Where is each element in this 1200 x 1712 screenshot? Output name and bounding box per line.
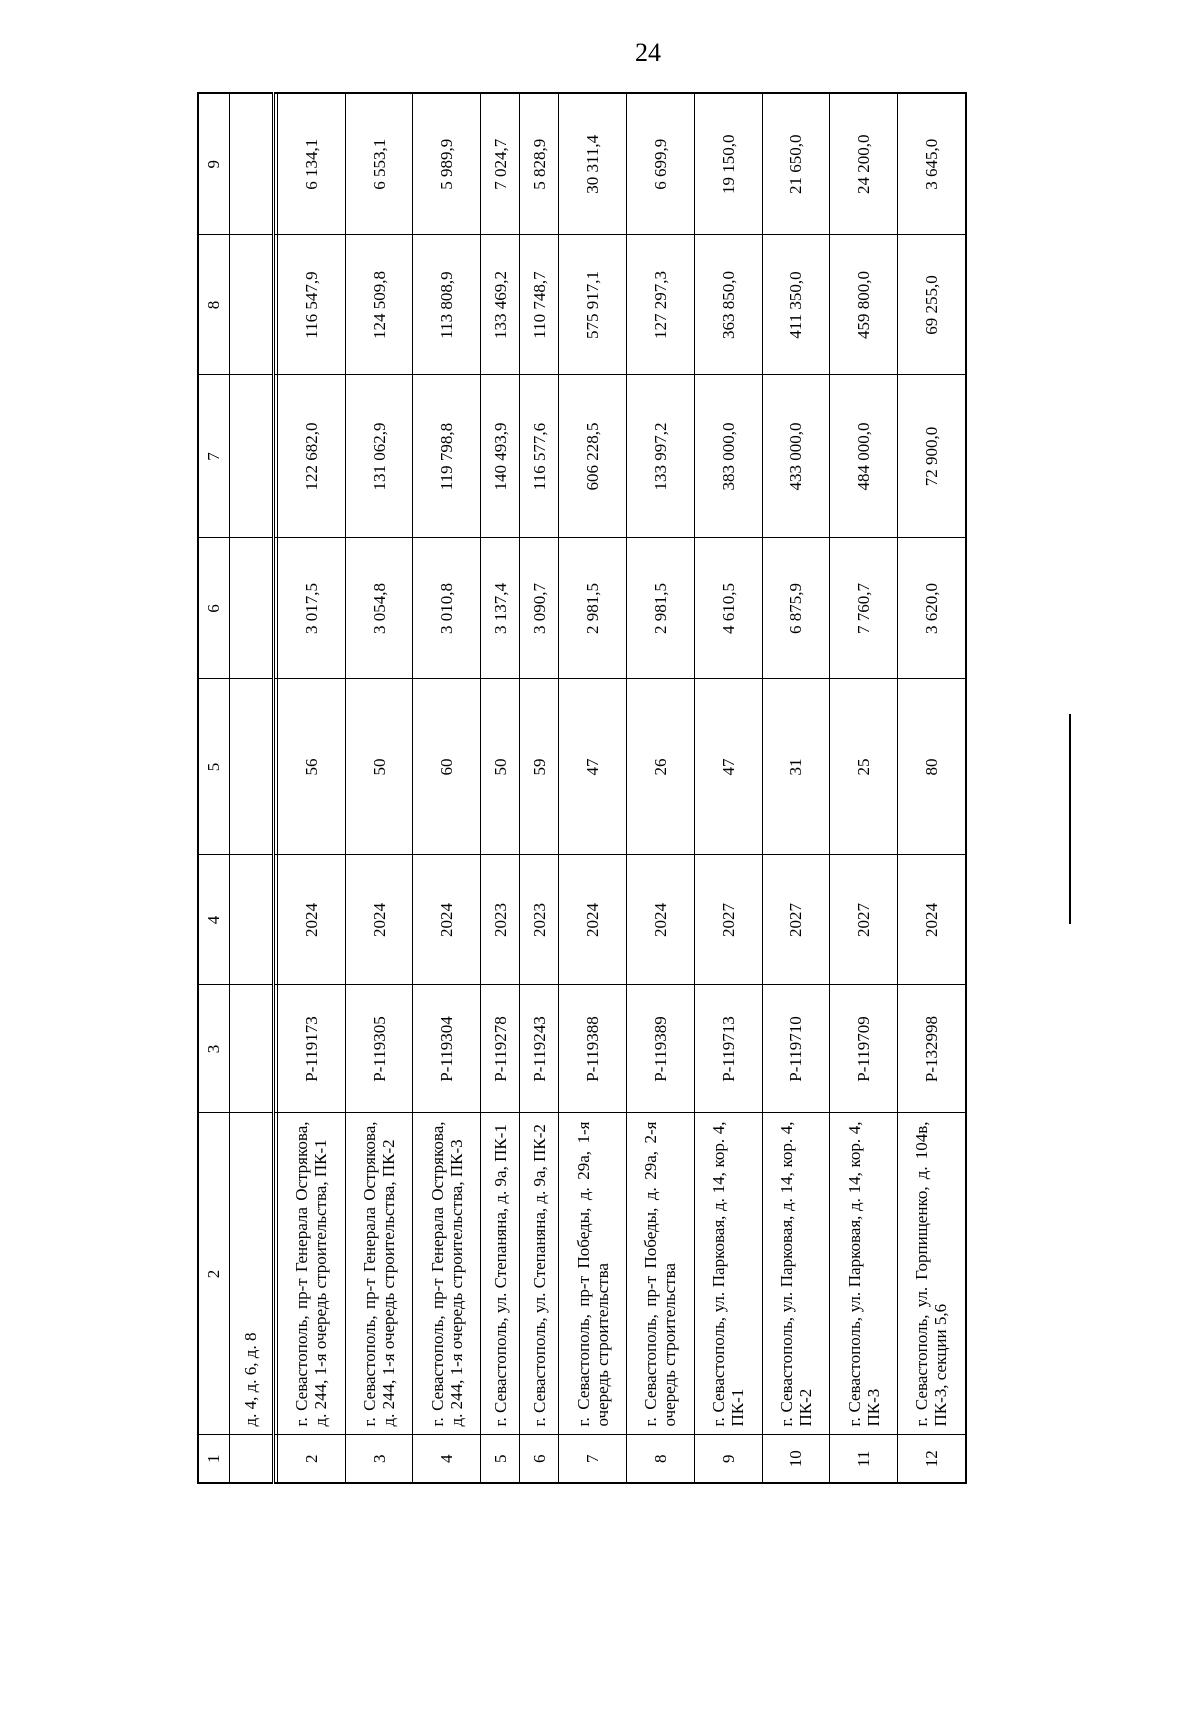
table-cell-col3: Р-119389 [627,985,695,1113]
table-cell-col2: г. Севастополь, пр-т Генерала Острякова, д. 244, 1-я очередь строительства, ПК-1 [278,1113,346,1435]
table-cell-col5: 47 [694,679,762,855]
header-row [198,93,230,1483]
table-cell-col3: Р-119709 [830,985,898,1113]
table-cell-col9: 3 645,0 [897,93,966,235]
table-cell-col7: 484 000,0 [830,375,898,538]
table-cell-col6 [230,538,274,679]
table-cell-col8: 127 297,3 [627,235,695,375]
table-cell-col4: 2024 [627,855,695,985]
table-cell-col7: 116 577,6 [520,375,559,538]
table-cell-col6: 3 090,7 [520,538,559,679]
table-cell-col7: 7 [198,375,230,538]
table-cell-col8: 69 255,0 [897,235,966,375]
table-cell-col4: 2027 [694,855,762,985]
table-cell-col4: 2024 [278,855,346,985]
table-cell-col9: 5 989,9 [413,93,481,235]
table-row [897,93,966,1483]
table-cell-col7: 122 682,0 [278,375,346,538]
table-cell-col4: 2024 [897,855,966,985]
table-cell-col5: 31 [762,679,830,855]
table-cell-col3: 3 [198,985,230,1113]
table-cell-col1: 4 [413,1435,481,1483]
table-cell-col5: 50 [481,679,520,855]
table-row [694,93,762,1483]
table-row [762,93,830,1483]
table-cell-col4: 2024 [345,855,413,985]
table-cell-col5: 60 [413,679,481,855]
table-cell-col5: 26 [627,679,695,855]
table-cell-col2: г. Севастополь, пр-т Генерала Острякова, д. 244, 1-я очередь строительства, ПК-3 [413,1113,481,1435]
table-row [481,93,520,1483]
table-cell-col3: Р-119173 [278,985,346,1113]
table-cell-col8 [230,235,274,375]
data-table [197,92,967,1484]
table-cell-col2: г. Севастополь, пр-т Победы, д. 29а, 2-я очередь строительства [627,1113,695,1435]
table-cell-col7: 131 062,9 [345,375,413,538]
table-cell-col2: д. 4, д. 6, д. 8 [230,1113,274,1435]
table-body [198,93,966,1483]
table-cell-col1: 12 [897,1435,966,1483]
table-container [197,94,967,1484]
table-cell-col9: 21 650,0 [762,93,830,235]
table-cell-col3: Р-119278 [481,985,520,1113]
page-number: 24 [635,38,661,67]
table-cell-col3 [230,985,274,1113]
table-cell-col9: 9 [198,93,230,235]
table-cell-col7: 606 228,5 [559,375,627,538]
table-cell-col8: 124 509,8 [345,235,413,375]
table-cell-col1: 6 [520,1435,559,1483]
table-cell-col9: 24 200,0 [830,93,898,235]
table-cell-col3: Р-119388 [559,985,627,1113]
table-cell-col4: 2027 [762,855,830,985]
table-cell-col7: 383 000,0 [694,375,762,538]
table-cell-col1: 5 [481,1435,520,1483]
table-cell-col3: Р-132998 [897,985,966,1113]
table-cell-col6: 2 981,5 [627,538,695,679]
table-cell-col5: 59 [520,679,559,855]
table-cell-col4: 2023 [481,855,520,985]
table-cell-col1: 2 [278,1435,346,1483]
table-cell-col4: 4 [198,855,230,985]
table-cell-col8: 113 808,9 [413,235,481,375]
table-cell-col8: 411 350,0 [762,235,830,375]
table-cell-col1: 3 [345,1435,413,1483]
table-cell-col9: 7 024,7 [481,93,520,235]
table-cell-col5: 47 [559,679,627,855]
table-cell-col6: 2 981,5 [559,538,627,679]
table-cell-col2: г. Севастополь, ул. Парковая, д. 14, кор. 4, ПК-1 [694,1113,762,1435]
table-row [830,93,898,1483]
table-cell-col8: 8 [198,235,230,375]
table-cell-col9 [230,93,274,235]
table-cell-col1: 9 [694,1435,762,1483]
table-cell-col1: 11 [830,1435,898,1483]
table-cell-col8: 110 748,7 [520,235,559,375]
table-cell-col7: 433 000,0 [762,375,830,538]
table-cell-col8: 133 469,2 [481,235,520,375]
table-cell-col3: Р-119710 [762,985,830,1113]
margin-rule [1069,714,1071,924]
table-cell-col1: 7 [559,1435,627,1483]
table-cell-col4: 2024 [559,855,627,985]
table-cell-col8: 363 850,0 [694,235,762,375]
table-cell-col6: 3 010,8 [413,538,481,679]
table-cell-col2: 2 [198,1113,230,1435]
table-cell-col4: 2024 [413,855,481,985]
table-row [520,93,559,1483]
table-cell-col1: 8 [627,1435,695,1483]
table-cell-col7: 140 493,9 [481,375,520,538]
table-cell-col2: г. Севастополь, ул. Горпищенко, д. 104в, ПК-3, секции 5,6 [897,1113,966,1435]
table-cell-col9: 5 828,9 [520,93,559,235]
table-cell-col4: 2023 [520,855,559,985]
table-cell-col5: 80 [897,679,966,855]
table-cell-col3: Р-119305 [345,985,413,1113]
table-cell-col2: г. Севастополь, ул. Парковая, д. 14, кор. 4, ПК-2 [762,1113,830,1435]
table-cell-col6: 3 017,5 [278,538,346,679]
table-cell-col9: 30 311,4 [559,93,627,235]
table-cell-col6: 6 [198,538,230,679]
table-row [627,93,695,1483]
table-cell-col6: 3 054,8 [345,538,413,679]
table-cell-col1 [230,1435,274,1483]
table-cell-col8: 459 800,0 [830,235,898,375]
table-cell-col7: 133 997,2 [627,375,695,538]
table-cell-col8: 116 547,9 [278,235,346,375]
table-cell-col6: 3 620,0 [897,538,966,679]
table-cell-col9: 6 134,1 [278,93,346,235]
table-cell-col3: Р-119713 [694,985,762,1113]
table-cell-col5: 25 [830,679,898,855]
table-cell-col4 [230,855,274,985]
table-cell-col2: г. Севастополь, пр-т Генерала Острякова, д. 244, 1-я очередь строительства, ПК-2 [345,1113,413,1435]
table-cell-col6: 4 610,5 [694,538,762,679]
table-cell-col7: 119 798,8 [413,375,481,538]
table-cell-col6: 3 137,4 [481,538,520,679]
table-cell-col1: 1 [198,1435,230,1483]
table-cell-col8: 575 917,1 [559,235,627,375]
table-row [559,93,627,1483]
table-cell-col5: 50 [345,679,413,855]
table-cell-col9: 6 553,1 [345,93,413,235]
table-row [413,93,481,1483]
table-cell-col4: 2027 [830,855,898,985]
table-cell-col2: г. Севастополь, ул. Парковая, д. 14, кор. 4, ПК-3 [830,1113,898,1435]
continuation-row [230,93,274,1483]
table-cell-col5 [230,679,274,855]
table-cell-col7: 72 900,0 [897,375,966,538]
table-cell-col3: Р-119304 [413,985,481,1113]
table-cell-col5: 56 [278,679,346,855]
table-cell-col2: г. Севастополь, ул. Степаняна, д. 9а, ПК-1 [481,1113,520,1435]
table-cell-col9: 19 150,0 [694,93,762,235]
table-cell-col1: 10 [762,1435,830,1483]
table-cell-col6: 6 875,9 [762,538,830,679]
table-row [278,93,346,1483]
table-cell-col5: 5 [198,679,230,855]
table-cell-col3: Р-119243 [520,985,559,1113]
table-row [345,93,413,1483]
table-cell-col2: г. Севастополь, ул. Степаняна, д. 9а, ПК-2 [520,1113,559,1435]
table-cell-col2: г. Севастополь, пр-т Победы, д. 29а, 1-я очередь строительства [559,1113,627,1435]
table-cell-col7 [230,375,274,538]
table-cell-col9: 6 699,9 [627,93,695,235]
table-cell-col6: 7 760,7 [830,538,898,679]
